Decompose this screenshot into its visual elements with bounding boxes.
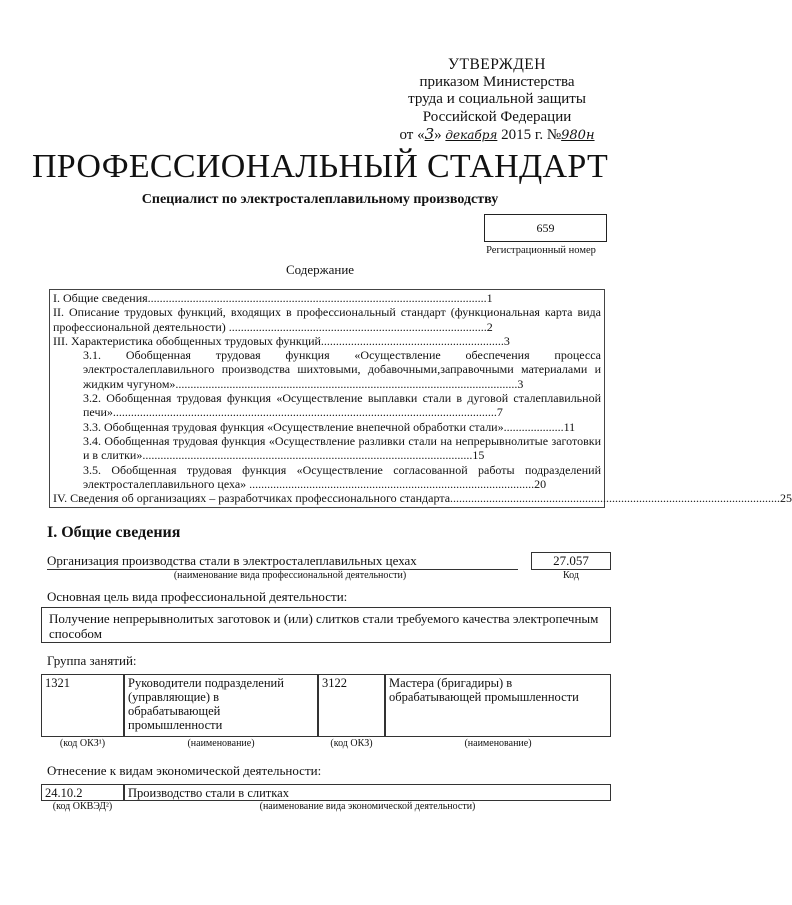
handwritten-order-number: 980н bbox=[561, 128, 595, 143]
toc-item[interactable]: 3.1. Обобщенная трудовая функция «Осуществление обеспечения процесса электросталеплавильного производства шихтовыми, добавочными,заправочными материалами и жидким чугуном»..................................................................................................................3 bbox=[83, 348, 601, 391]
group-caption: (код ОКЗ) bbox=[330, 738, 373, 749]
group-name: Руководители подразделений (управляющие) в обрабатывающей промышленности bbox=[124, 674, 318, 737]
group-caption: (наименование) bbox=[187, 738, 255, 749]
activity-caption: (наименование вида профессиональной деятельности) bbox=[173, 570, 407, 581]
table-of-contents bbox=[49, 289, 792, 508]
section-heading: I. Общие сведения bbox=[47, 524, 181, 541]
group-label: Группа занятий: bbox=[47, 653, 137, 668]
approval-line: труда и социальной защиты bbox=[408, 91, 586, 107]
group-code: 1321 bbox=[41, 674, 124, 737]
handwritten-month: декабря bbox=[445, 128, 498, 142]
approval-date: от «3» декабря 2015 г. №980н bbox=[399, 125, 595, 143]
approval-heading: УТВЕРЖДЕН bbox=[448, 56, 546, 73]
toc-item[interactable]: 3.3. Обобщенная трудовая функция «Осуществление внепечной обработки стали»....................11 bbox=[83, 419, 576, 434]
okved-table bbox=[41, 784, 611, 801]
activity-code: 27.057 bbox=[531, 552, 611, 570]
occupation-groups-table bbox=[41, 674, 611, 737]
goal-text: Получение непрерывнолитых заготовок и (или) слитков стали требуемого качества электропечным способом bbox=[41, 607, 611, 643]
approval-line: Российской Федерации bbox=[422, 108, 572, 125]
toc-item[interactable]: II. Описание трудовых функций, входящих в профессиональный стандарт (функциональная карта вида профессиональной деятельности) ......................................................................................2 bbox=[53, 305, 601, 334]
group-name: Мастера (бригадиры) в обрабатывающей промышленности bbox=[385, 674, 611, 737]
approval-block bbox=[377, 56, 617, 145]
toc-item[interactable]: III. Характеристика обобщенных трудовых функций.............................................................3 bbox=[53, 333, 510, 348]
okved-caption: (наименование вида экономической деятельности) bbox=[259, 801, 476, 812]
toc-item[interactable]: I. Общие сведения.................................................................................................................1 bbox=[53, 291, 493, 305]
okved-name: Производство стали в слитках bbox=[124, 784, 611, 801]
okved-code: 24.10.2 bbox=[41, 784, 124, 801]
toc-item[interactable]: IV. Сведения об организациях – разработчиках профессионального стандарта .............................................................................................................. 25 bbox=[53, 491, 792, 506]
registration-number-box: 659 bbox=[484, 214, 607, 242]
activity-name: Организация производства стали в электросталеплавильных цехах bbox=[47, 553, 518, 570]
registration-number-label: Регистрационный номер bbox=[486, 245, 596, 256]
approval-line: приказом Министерства bbox=[419, 73, 575, 90]
group-caption: (наименование) bbox=[464, 738, 532, 749]
toc-item[interactable]: 3.2. Обобщенная трудовая функция «Осуществление выплавки стали в дуговой сталеплавильной печи»................................................................................................................................7 bbox=[83, 391, 601, 420]
okved-label: Отнесение к видам экономической деятельности: bbox=[47, 763, 322, 778]
okved-caption: (код ОКВЭД²) bbox=[52, 801, 113, 812]
handwritten-day: 3 bbox=[424, 125, 435, 143]
group-code: 3122 bbox=[318, 674, 385, 737]
contents-heading: Содержание bbox=[285, 262, 355, 277]
document-title: ПРОФЕССИОНАЛЬНЫЙ СТАНДАРТ bbox=[31, 148, 609, 185]
group-caption: (код ОКЗ¹) bbox=[59, 738, 106, 749]
goal-label: Основная цель вида профессиональной деятельности: bbox=[47, 589, 348, 604]
document-subtitle: Специалист по электросталеплавильному производству bbox=[141, 192, 499, 207]
toc-item[interactable]: 3.4. Обобщенная трудовая функция «Осуществление разливки стали на непрерывнолитые заготовки и в слитки»..............................................................................................................15 bbox=[83, 433, 601, 463]
toc-item[interactable]: 3.5. Обобщенная трудовая функция «Осуществление согласованной работы подразделений электросталеплавильного цеха» ...............................................................................................20 bbox=[83, 462, 601, 491]
code-caption: Код bbox=[563, 570, 579, 581]
